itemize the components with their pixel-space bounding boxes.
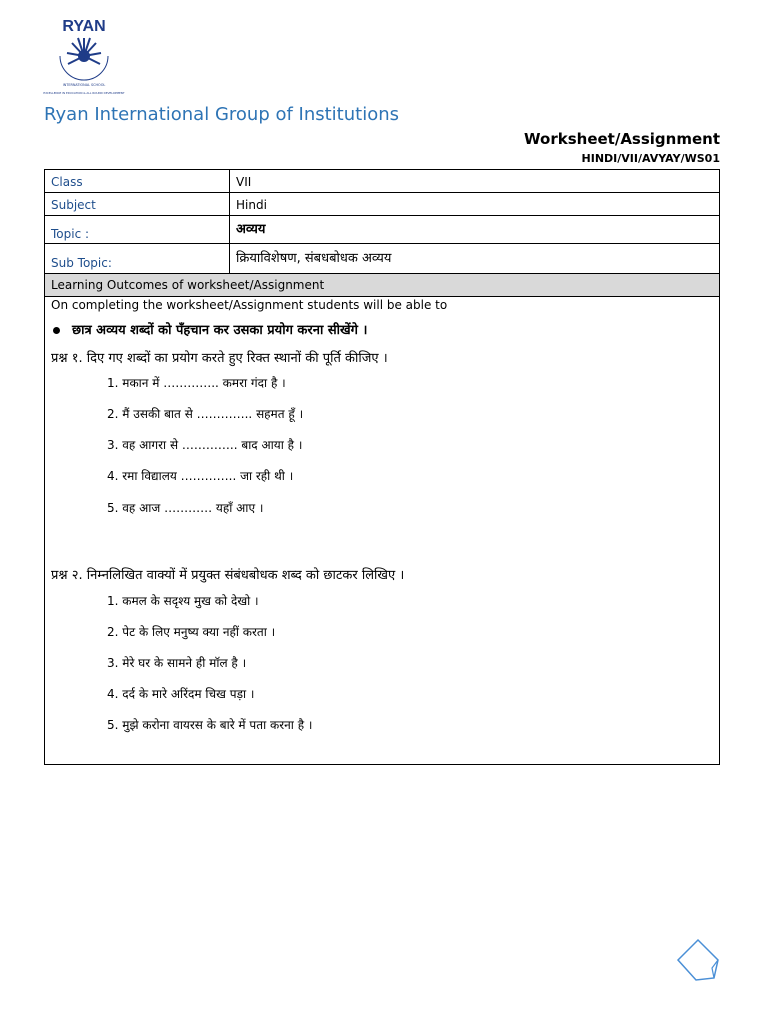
outcome-bullet xyxy=(53,320,367,338)
subtopic-label: Sub Topic: xyxy=(51,256,112,270)
bullet-icon xyxy=(53,327,60,334)
q2-item-3: 3. मेरे घर के सामने ही मॉल है । xyxy=(107,656,247,670)
logo-ring-text: INTERNATIONAL SCHOOL xyxy=(62,83,106,87)
worksheet-table xyxy=(44,169,720,765)
subject-row xyxy=(45,193,719,216)
worksheet-title: Worksheet/Assignment xyxy=(524,130,720,148)
class-row xyxy=(45,170,719,193)
logo-text: RYAN xyxy=(62,18,106,35)
q1-item-1: 1. मकान में ………….. कमरा गंदा है । xyxy=(107,376,286,390)
page-corner-icon xyxy=(676,938,720,982)
school-logo xyxy=(43,16,125,102)
subtopic-value: क्रियाविशेषण, संबधबोधक अव्यय xyxy=(236,251,392,266)
q1-item-4: 4. रमा विद्यालय ………….. जा रही थी । xyxy=(107,469,294,483)
q1-item-2: 2. मैं उसकी बात से ………….. सहमत हूँ । xyxy=(107,407,304,421)
logo-tagline: EXCELLENCE IN EDUCATION & ALL ROUND DEVELOPMENT xyxy=(43,91,125,95)
worksheet-code: HINDI/VII/AVYAY/WS01 xyxy=(581,152,720,165)
topic-value: अव्यय xyxy=(236,222,266,237)
subtopic-row xyxy=(45,244,719,274)
outcome-text: छात्र अव्यय शब्दों को पँहचान कर उसका प्रयोग करना सीखेंगे । xyxy=(72,323,368,338)
q1-item-3: 3. वह आगरा से ………….. बाद आया है । xyxy=(107,438,303,452)
q2-item-2: 2. पेट के लिए मनुष्य क्या नहीं करता । xyxy=(107,625,276,639)
q2-item-1: 1. कमल के सदृश्य मुख को देखो । xyxy=(107,594,259,608)
subject-value: Hindi xyxy=(236,198,267,212)
outcomes-heading: Learning Outcomes of worksheet/Assignment xyxy=(51,278,325,292)
outcomes-intro: On completing the worksheet/Assignment students will be able to xyxy=(51,298,448,312)
subject-label: Subject xyxy=(51,198,96,212)
question-2: प्रश्न २. निम्नलिखित वाक्यों में प्रयुक्त संबंधबोधक शब्द को छाटकर लिखिए । xyxy=(51,568,405,583)
q2-item-4: 4. दर्द के मारे अरिंदम चिख पड़ा । xyxy=(107,687,255,701)
q2-item-5: 5. मुझे करोना वायरस के बारे में पता करना है । xyxy=(107,718,313,732)
class-value: VII xyxy=(236,175,252,189)
org-name: Ryan International Group of Institutions xyxy=(44,104,400,125)
question-1: प्रश्न १. दिए गए शब्दों का प्रयोग करते हुए रिक्त स्थानों की पूर्ति कीजिए । xyxy=(51,351,388,366)
class-label: Class xyxy=(51,175,83,189)
q1-item-5: 5. वह आज ………… यहाँ आए । xyxy=(107,501,264,515)
topic-row xyxy=(45,216,719,244)
topic-label: Topic : xyxy=(51,227,90,241)
outcomes-heading-row xyxy=(45,274,719,297)
